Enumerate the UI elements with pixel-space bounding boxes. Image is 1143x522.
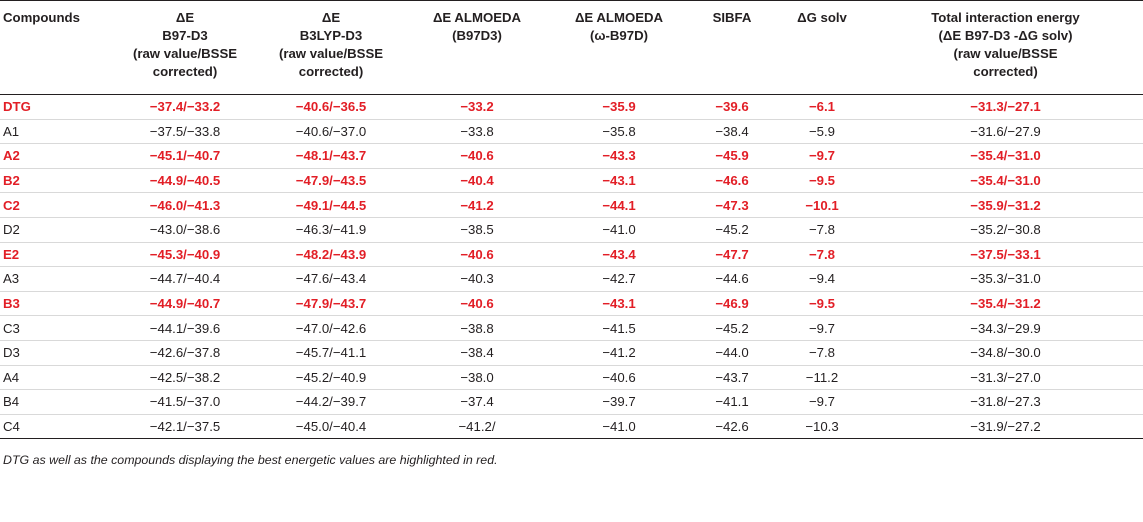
value-cell: −35.4/−31.0 — [868, 168, 1143, 193]
value-cell: −31.3/−27.0 — [868, 365, 1143, 390]
value-cell: −34.8/−30.0 — [868, 340, 1143, 365]
value-cell: −40.6 — [404, 291, 550, 316]
header-de-b3lypd3: ΔE B3LYP-D3 (raw value/BSSE corrected) — [258, 1, 404, 95]
value-cell: −46.9 — [688, 291, 776, 316]
value-cell: −5.9 — [776, 119, 868, 144]
value-cell: −41.5/−37.0 — [112, 390, 258, 415]
value-cell: −43.3 — [550, 144, 688, 169]
value-cell: −41.0 — [550, 217, 688, 242]
value-cell: −48.1/−43.7 — [258, 144, 404, 169]
value-cell: −42.1/−37.5 — [112, 414, 258, 439]
table-row — [0, 365, 1143, 390]
table-row — [0, 95, 1143, 120]
value-cell: −35.4/−31.2 — [868, 291, 1143, 316]
value-cell: −38.8 — [404, 316, 550, 341]
value-cell: −44.1/−39.6 — [112, 316, 258, 341]
value-cell: −37.4/−33.2 — [112, 95, 258, 120]
header-sibfa: SIBFA — [688, 1, 776, 95]
table-row — [0, 291, 1143, 316]
compound-name-cell: A1 — [0, 119, 112, 144]
value-cell: −6.1 — [776, 95, 868, 120]
value-cell: −44.9/−40.5 — [112, 168, 258, 193]
compound-name-cell: E2 — [0, 242, 112, 267]
value-cell: −41.2/ — [404, 414, 550, 439]
compound-name-cell: D2 — [0, 217, 112, 242]
value-cell: −45.2 — [688, 316, 776, 341]
value-cell: −31.9/−27.2 — [868, 414, 1143, 439]
table-footnote: DTG as well as the compounds displaying the best energetic values are highlighted in red. — [3, 453, 498, 468]
compound-name-cell: C2 — [0, 193, 112, 218]
value-cell: −41.5 — [550, 316, 688, 341]
value-cell: −9.7 — [776, 316, 868, 341]
table-body — [0, 95, 1143, 439]
table-row — [0, 168, 1143, 193]
value-cell: −37.4 — [404, 390, 550, 415]
value-cell: −48.2/−43.9 — [258, 242, 404, 267]
value-cell: −41.1 — [688, 390, 776, 415]
table-row — [0, 242, 1143, 267]
table-row — [0, 119, 1143, 144]
value-cell: −35.8 — [550, 119, 688, 144]
header-almoeda-wb97d: ΔE ALMOEDA (ω-B97D) — [550, 1, 688, 95]
value-cell: −44.2/−39.7 — [258, 390, 404, 415]
value-cell: −31.3/−27.1 — [868, 95, 1143, 120]
table-row — [0, 217, 1143, 242]
value-cell: −9.7 — [776, 390, 868, 415]
value-cell: −45.2/−40.9 — [258, 365, 404, 390]
value-cell: −38.4 — [404, 340, 550, 365]
value-cell: −9.4 — [776, 267, 868, 292]
value-cell: −37.5/−33.1 — [868, 242, 1143, 267]
table-header — [0, 1, 1143, 95]
header-row — [0, 1, 1143, 95]
value-cell: −40.6/−36.5 — [258, 95, 404, 120]
table-row — [0, 390, 1143, 415]
compound-name-cell: C3 — [0, 316, 112, 341]
table-row — [0, 316, 1143, 341]
value-cell: −44.9/−40.7 — [112, 291, 258, 316]
value-cell: −31.6/−27.9 — [868, 119, 1143, 144]
value-cell: −45.7/−41.1 — [258, 340, 404, 365]
value-cell: −44.1 — [550, 193, 688, 218]
value-cell: −43.4 — [550, 242, 688, 267]
value-cell: −39.7 — [550, 390, 688, 415]
value-cell: −7.8 — [776, 217, 868, 242]
header-de-b97d3: ΔE B97-D3 (raw value/BSSE corrected) — [112, 1, 258, 95]
value-cell: −43.1 — [550, 168, 688, 193]
compound-name-cell: D3 — [0, 340, 112, 365]
value-cell: −40.6 — [404, 144, 550, 169]
value-cell: −35.9 — [550, 95, 688, 120]
value-cell: −46.3/−41.9 — [258, 217, 404, 242]
compound-name-cell: A3 — [0, 267, 112, 292]
value-cell: −10.3 — [776, 414, 868, 439]
header-total-energy: Total interaction energy (ΔE B97-D3 -ΔG solv) (raw value/BSSE corrected) — [868, 1, 1143, 95]
value-cell: −45.3/−40.9 — [112, 242, 258, 267]
value-cell: −42.5/−38.2 — [112, 365, 258, 390]
table-row — [0, 193, 1143, 218]
value-cell: −44.7/−40.4 — [112, 267, 258, 292]
value-cell: −43.0/−38.6 — [112, 217, 258, 242]
header-dg-solv: ΔG solv — [776, 1, 868, 95]
value-cell: −42.6 — [688, 414, 776, 439]
value-cell: −7.8 — [776, 340, 868, 365]
value-cell: −41.2 — [550, 340, 688, 365]
header-almoeda-b97d3: ΔE ALMOEDA (B97D3) — [404, 1, 550, 95]
value-cell: −40.6 — [550, 365, 688, 390]
table-row — [0, 267, 1143, 292]
value-cell: −42.7 — [550, 267, 688, 292]
value-cell: −11.2 — [776, 365, 868, 390]
compound-name-cell: A4 — [0, 365, 112, 390]
value-cell: −47.3 — [688, 193, 776, 218]
value-cell: −38.5 — [404, 217, 550, 242]
value-cell: −40.3 — [404, 267, 550, 292]
value-cell: −9.5 — [776, 168, 868, 193]
header-compounds: Compounds — [0, 1, 112, 95]
value-cell: −44.0 — [688, 340, 776, 365]
value-cell: −31.8/−27.3 — [868, 390, 1143, 415]
value-cell: −35.3/−31.0 — [868, 267, 1143, 292]
value-cell: −33.2 — [404, 95, 550, 120]
value-cell: −9.7 — [776, 144, 868, 169]
value-cell: −35.4/−31.0 — [868, 144, 1143, 169]
value-cell: −45.2 — [688, 217, 776, 242]
table-row — [0, 144, 1143, 169]
table-row — [0, 340, 1143, 365]
value-cell: −34.3/−29.9 — [868, 316, 1143, 341]
value-cell: −38.4 — [688, 119, 776, 144]
value-cell: −33.8 — [404, 119, 550, 144]
value-cell: −7.8 — [776, 242, 868, 267]
value-cell: −9.5 — [776, 291, 868, 316]
value-cell: −42.6/−37.8 — [112, 340, 258, 365]
value-cell: −45.1/−40.7 — [112, 144, 258, 169]
value-cell: −45.9 — [688, 144, 776, 169]
value-cell: −46.0/−41.3 — [112, 193, 258, 218]
value-cell: −10.1 — [776, 193, 868, 218]
value-cell: −45.0/−40.4 — [258, 414, 404, 439]
value-cell: −47.0/−42.6 — [258, 316, 404, 341]
value-cell: −40.4 — [404, 168, 550, 193]
value-cell: −41.2 — [404, 193, 550, 218]
value-cell: −37.5/−33.8 — [112, 119, 258, 144]
value-cell: −47.7 — [688, 242, 776, 267]
value-cell: −35.9/−31.2 — [868, 193, 1143, 218]
value-cell: −40.6/−37.0 — [258, 119, 404, 144]
value-cell: −35.2/−30.8 — [868, 217, 1143, 242]
value-cell: −44.6 — [688, 267, 776, 292]
value-cell: −49.1/−44.5 — [258, 193, 404, 218]
value-cell: −43.1 — [550, 291, 688, 316]
value-cell: −46.6 — [688, 168, 776, 193]
value-cell: −39.6 — [688, 95, 776, 120]
compound-name-cell: A2 — [0, 144, 112, 169]
value-cell: −40.6 — [404, 242, 550, 267]
compound-name-cell: B4 — [0, 390, 112, 415]
value-cell: −47.9/−43.7 — [258, 291, 404, 316]
value-cell: −38.0 — [404, 365, 550, 390]
value-cell: −41.0 — [550, 414, 688, 439]
value-cell: −43.7 — [688, 365, 776, 390]
compound-name-cell: DTG — [0, 95, 112, 120]
compound-name-cell: B2 — [0, 168, 112, 193]
compound-name-cell: C4 — [0, 414, 112, 439]
compound-name-cell: B3 — [0, 291, 112, 316]
value-cell: −47.9/−43.5 — [258, 168, 404, 193]
value-cell: −47.6/−43.4 — [258, 267, 404, 292]
table-row — [0, 414, 1143, 439]
